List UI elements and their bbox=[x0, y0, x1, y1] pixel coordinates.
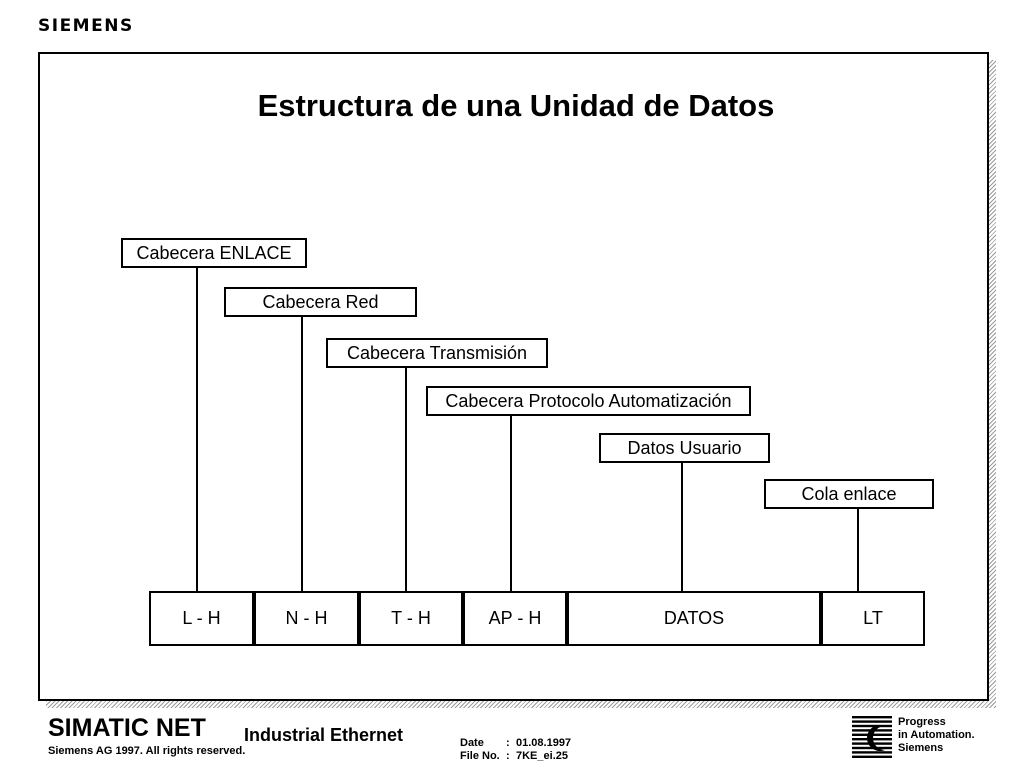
connector-line-enlace bbox=[196, 268, 198, 591]
label-datos-usuario: Datos Usuario bbox=[599, 433, 770, 463]
tagline-line-2: in Automation. bbox=[898, 729, 975, 741]
label-cola-enlace: Cola enlace bbox=[764, 479, 934, 509]
label-cabecera-transmision: Cabecera Transmisión bbox=[326, 338, 548, 368]
date-label: Date bbox=[460, 737, 484, 749]
file-value: 7KE_ei.25 bbox=[516, 750, 568, 762]
document-meta bbox=[460, 737, 571, 763]
tagline bbox=[898, 716, 975, 755]
date-separator: : bbox=[506, 737, 510, 749]
siemens-brand: SIEMENS bbox=[38, 16, 134, 36]
tagline-line-1: Progress bbox=[898, 716, 946, 728]
connector-line-red bbox=[301, 317, 303, 591]
connector-line-datos-usuario bbox=[681, 463, 683, 591]
date-row bbox=[460, 737, 571, 750]
product-name: SIMATIC NET bbox=[48, 714, 206, 742]
connector-line-cola-enlace bbox=[857, 509, 859, 591]
date-value: 01.08.1997 bbox=[516, 737, 572, 749]
tagline-line-3: Siemens bbox=[898, 742, 944, 754]
segment-ap-h: AP - H bbox=[463, 591, 567, 646]
product-subtitle: Industrial Ethernet bbox=[244, 725, 404, 745]
connector-line-transmision bbox=[405, 368, 407, 591]
file-separator: : bbox=[506, 750, 510, 762]
segment-datos: DATOS bbox=[567, 591, 821, 646]
connector-line-protocolo bbox=[510, 416, 512, 591]
segment-n-h: N - H bbox=[254, 591, 359, 646]
diagram-title: Estructura de una Unidad de Datos bbox=[257, 88, 775, 123]
file-row bbox=[460, 750, 571, 763]
segment-l-h: L - H bbox=[149, 591, 254, 646]
label-cabecera-protocolo: Cabecera Protocolo Automatización bbox=[426, 386, 751, 416]
segment-t-h: T - H bbox=[359, 591, 463, 646]
label-cabecera-red: Cabecera Red bbox=[224, 287, 417, 317]
file-label: File No. bbox=[460, 750, 500, 762]
copyright-text: Siemens AG 1997. All rights reserved. bbox=[48, 745, 246, 757]
segment-lt: LT bbox=[821, 591, 925, 646]
label-cabecera-enlace: Cabecera ENLACE bbox=[121, 238, 307, 268]
siemens-logo-icon bbox=[852, 716, 892, 760]
